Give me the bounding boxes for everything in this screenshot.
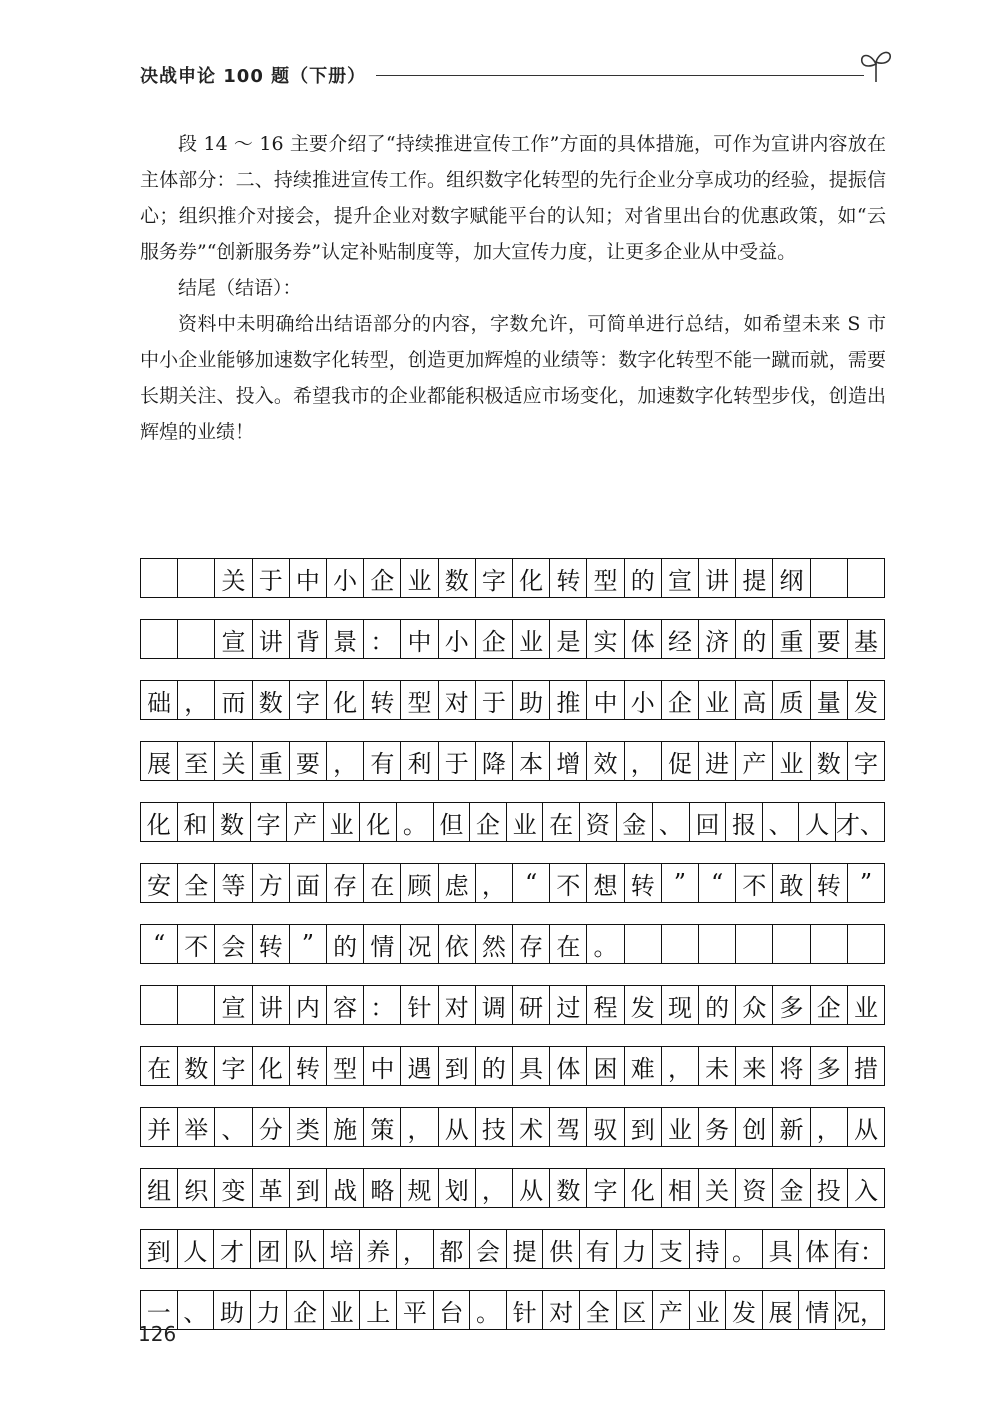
running-header [140, 58, 900, 88]
grid-cell: 调 [476, 986, 513, 1024]
grid-cell: 业 [324, 803, 361, 841]
grid-cell: 才、 [835, 810, 884, 839]
grid-cell: 安 [141, 864, 178, 902]
grid-row [140, 1107, 885, 1147]
grid-cell: 的 [327, 925, 364, 963]
grid-cell: 促 [662, 742, 699, 780]
grid-cell: ： [364, 986, 401, 1024]
grid-cell: 未 [699, 1047, 736, 1085]
grid-cell: 组 [141, 1169, 178, 1207]
grid-cell: 转 [364, 681, 401, 719]
grid-cell: 新 [773, 1108, 810, 1146]
grid-cell: 存 [327, 864, 364, 902]
grid-cell: 有： [835, 1237, 884, 1266]
grid-cell [773, 925, 810, 963]
grid-cell: 效 [587, 742, 624, 780]
grid-cell: 培 [324, 1230, 361, 1268]
grid-cell: 中 [290, 559, 327, 597]
grid-cell: 本 [513, 742, 550, 780]
grid-cell [178, 620, 215, 658]
grid-cell: 在 [364, 864, 401, 902]
grid-cell: 的 [699, 986, 736, 1024]
grid-cell: 关 [215, 559, 252, 597]
grid-cell: 人 [178, 1230, 215, 1268]
grid-cell: 、 [215, 1108, 252, 1146]
grid-cell: 有 [364, 742, 401, 780]
grid-cell: 困 [587, 1047, 624, 1085]
grid-cell: 在 [550, 925, 587, 963]
grid-cell: 全 [178, 864, 215, 902]
grid-cell: 小 [327, 559, 364, 597]
grid-cell: 化 [141, 803, 178, 841]
grid-cell: 难 [625, 1047, 662, 1085]
grid-cell: 会 [470, 1230, 507, 1268]
grid-cell: 字 [476, 559, 513, 597]
grid-cell: 业 [773, 742, 810, 780]
grid-cell: 程 [587, 986, 624, 1024]
grid-cell: 想 [587, 864, 624, 902]
grid-cell: 。 [397, 803, 434, 841]
grid-cell: 到 [141, 1230, 178, 1268]
grid-cell: 到 [439, 1047, 476, 1085]
grid-cell: 体 [625, 620, 662, 658]
grid-cell: 化 [253, 1047, 290, 1085]
grid-cell: 业 [690, 1291, 727, 1329]
grid-cell: 、 [178, 1291, 215, 1329]
grid-row [140, 863, 885, 903]
grid-cell: 具 [763, 1230, 800, 1268]
grid-cell: 但 [434, 803, 471, 841]
grid-cell: 背 [290, 620, 327, 658]
grid-cell: 对 [439, 986, 476, 1024]
grid-cell: 力 [251, 1291, 288, 1329]
grid-cell: 转 [811, 864, 848, 902]
grid-cell: 宣 [662, 559, 699, 597]
grid-cell: 高 [736, 681, 773, 719]
grid-cell: 台 [434, 1291, 471, 1329]
grid-cell [141, 620, 178, 658]
grid-cell: ， [625, 742, 662, 780]
grid-cell [178, 986, 215, 1024]
grid-cell: 全 [580, 1291, 617, 1329]
grid-cell: 养 [360, 1230, 397, 1268]
grid-cell: 来 [736, 1047, 773, 1085]
grid-cell: 术 [513, 1108, 550, 1146]
grid-cell: 中 [364, 1047, 401, 1085]
grid-cell: ” [859, 869, 873, 897]
grid-cell: 到 [290, 1169, 327, 1207]
grid-cell: 并 [141, 1108, 178, 1146]
grid-cell: ， [397, 1230, 434, 1268]
grid-cell: 推 [550, 681, 587, 719]
grid-cell: 会 [215, 925, 252, 963]
grid-cell: 型 [587, 559, 624, 597]
grid-cell: 化 [327, 681, 364, 719]
grid-cell: 利 [401, 742, 438, 780]
grid-cell: 方 [253, 864, 290, 902]
book-title: 决战申论 100 题（下册） [140, 66, 367, 87]
grid-cell [141, 559, 178, 597]
grid-cell [178, 559, 215, 597]
grid-cell: 划 [439, 1169, 476, 1207]
grid-row [140, 619, 885, 659]
grid-cell: 而 [215, 681, 252, 719]
paragraph: 资料中未明确给出结语部分的内容，字数允许，可简单进行总结，如希望未来 S 市中小企业能够加速数字化转型，创造更加辉煌的业绩等：数字化转型不能一蹴而就，需要长期关注、投入。希望我市的企业都能积极适应市场变化，加速数字化转型步伐，创造出辉煌的业绩！ [140, 313, 886, 443]
grid-cell: 宣 [215, 620, 252, 658]
grid-cell: 数 [811, 742, 848, 780]
sprout-icon [856, 44, 896, 84]
grid-cell: ， [662, 1047, 699, 1085]
grid-cell: 实 [587, 620, 624, 658]
grid-cell: 重 [253, 742, 290, 780]
grid-cell: 企 [662, 681, 699, 719]
grid-cell: 重 [773, 620, 810, 658]
grid-cell: 。 [726, 1230, 763, 1268]
grid-cell: 产 [653, 1291, 690, 1329]
grid-cell: 字 [587, 1169, 624, 1207]
grid-cell: 质 [773, 681, 810, 719]
grid-cell: 助 [214, 1291, 251, 1329]
grid-cell: 不 [736, 864, 773, 902]
grid-cell: 展 [763, 1291, 800, 1329]
grid-cell: 规 [401, 1169, 438, 1207]
grid-cell: 进 [699, 742, 736, 780]
grid-cell: 关 [699, 1169, 736, 1207]
body-text [140, 126, 886, 450]
grid-cell: 和 [178, 803, 215, 841]
grid-cell: 虑 [439, 864, 476, 902]
grid-cell: 的 [476, 1047, 513, 1085]
grid-cell: ， [401, 1108, 438, 1146]
grid-cell: 发 [726, 1291, 763, 1329]
grid-cell: 针 [401, 986, 438, 1024]
grid-cell [848, 925, 884, 963]
grid-cell: 一 [141, 1291, 178, 1329]
grid-cell: 众 [736, 986, 773, 1024]
grid-cell: ， [327, 742, 364, 780]
grid-cell: 数 [439, 559, 476, 597]
grid-cell: 业 [699, 681, 736, 719]
grid-cell: 资 [580, 803, 617, 841]
grid-cell: 提 [507, 1230, 544, 1268]
grid-cell: 要 [290, 742, 327, 780]
grid-cell [699, 925, 736, 963]
grid-cell: 投 [811, 1169, 848, 1207]
grid-cell: ， [178, 681, 215, 719]
grid-cell: 降 [476, 742, 513, 780]
grid-cell: 数 [178, 1047, 215, 1085]
grid-row [140, 924, 885, 964]
grid-cell: ， [476, 1169, 513, 1207]
answer-grid [140, 558, 885, 1351]
grid-cell: 从 [439, 1108, 476, 1146]
grid-cell: 增 [550, 742, 587, 780]
grid-cell: 措 [853, 1054, 878, 1083]
grid-cell: 多 [773, 986, 810, 1024]
grid-cell: 队 [287, 1230, 324, 1268]
grid-cell [141, 986, 178, 1024]
grid-cell: 础 [141, 681, 178, 719]
grid-cell: 产 [287, 803, 324, 841]
grid-cell: 助 [513, 681, 550, 719]
grid-cell: 企 [811, 986, 848, 1024]
grid-cell: 展 [141, 742, 178, 780]
grid-cell: 讲 [253, 986, 290, 1024]
grid-cell: 企 [476, 620, 513, 658]
grid-row [140, 1046, 885, 1086]
grid-cell: 提 [736, 559, 773, 597]
grid-cell: 发 [853, 688, 878, 717]
grid-cell: 业 [401, 559, 438, 597]
grid-cell: 上 [360, 1291, 397, 1329]
grid-cell: 字 [853, 749, 878, 778]
grid-cell [625, 925, 662, 963]
grid-cell: 企 [470, 803, 507, 841]
grid-cell: ， [476, 864, 513, 902]
grid-cell: 织 [178, 1169, 215, 1207]
grid-cell: 转 [290, 1047, 327, 1085]
grid-cell: 况 [401, 925, 438, 963]
grid-cell: 字 [290, 681, 327, 719]
grid-cell: 然 [476, 925, 513, 963]
grid-cell: 业 [513, 620, 550, 658]
grid-cell: 变 [215, 1169, 252, 1207]
grid-cell: 企 [364, 559, 401, 597]
grid-cell: “ [513, 864, 550, 902]
grid-cell: 策 [364, 1108, 401, 1146]
grid-cell: 才 [214, 1230, 251, 1268]
grid-cell: 数 [550, 1169, 587, 1207]
grid-cell: ” [662, 864, 699, 902]
grid-cell: 小 [625, 681, 662, 719]
grid-cell: 于 [253, 559, 290, 597]
grid-cell: 、 [763, 803, 800, 841]
grid-cell: 团 [251, 1230, 288, 1268]
grid-cell: 济 [699, 620, 736, 658]
grid-cell: 业 [853, 993, 878, 1022]
grid-cell: 相 [662, 1169, 699, 1207]
grid-cell: 字 [251, 803, 288, 841]
grid-cell: 的 [736, 620, 773, 658]
grid-cell: 业 [507, 803, 544, 841]
grid-cell [848, 559, 884, 597]
grid-cell: 顾 [401, 864, 438, 902]
grid-cell: 。 [470, 1291, 507, 1329]
grid-cell: 基 [853, 627, 878, 656]
grid-cell: 业 [324, 1291, 361, 1329]
grid-cell: 量 [811, 681, 848, 719]
grid-cell: 从 [513, 1169, 550, 1207]
grid-cell: 型 [327, 1047, 364, 1085]
grid-row [140, 985, 885, 1025]
grid-cell: 力 [617, 1230, 654, 1268]
grid-cell: 现 [662, 986, 699, 1024]
grid-cell: 字 [215, 1047, 252, 1085]
grid-cell: 要 [811, 620, 848, 658]
grid-cell: 在 [141, 1047, 178, 1085]
grid-cell: 化 [513, 559, 550, 597]
grid-cell: 体 [550, 1047, 587, 1085]
grid-cell: 型 [401, 681, 438, 719]
grid-cell: 中 [587, 681, 624, 719]
grid-cell: 转 [625, 864, 662, 902]
grid-cell: 施 [327, 1108, 364, 1146]
grid-cell: 金 [773, 1169, 810, 1207]
grid-cell: 具 [513, 1047, 550, 1085]
grid-cell: 依 [439, 925, 476, 963]
grid-cell: 中 [401, 620, 438, 658]
grid-cell: “ [141, 925, 178, 963]
grid-cell: 企 [287, 1291, 324, 1329]
grid-cell: 支 [653, 1230, 690, 1268]
grid-cell: 资 [736, 1169, 773, 1207]
grid-cell: 金 [617, 803, 654, 841]
grid-cell [811, 559, 848, 597]
grid-cell: 多 [811, 1047, 848, 1085]
grid-cell: 到 [625, 1108, 662, 1146]
grid-cell: 产 [736, 742, 773, 780]
grid-cell: 关 [215, 742, 252, 780]
grid-cell: 针 [507, 1291, 544, 1329]
grid-row [140, 741, 885, 781]
grid-cell: 平 [397, 1291, 434, 1329]
grid-cell: 景 [327, 620, 364, 658]
grid-cell: ” [290, 925, 327, 963]
grid-cell: 等 [215, 864, 252, 902]
grid-cell: 小 [439, 620, 476, 658]
grid-cell: 数 [214, 803, 251, 841]
grid-cell: “ [699, 864, 736, 902]
grid-cell: 将 [773, 1047, 810, 1085]
grid-cell: 技 [476, 1108, 513, 1146]
grid-cell: 至 [178, 742, 215, 780]
grid-cell: 况， [835, 1298, 884, 1327]
grid-cell: 在 [543, 803, 580, 841]
grid-cell: 研 [513, 986, 550, 1024]
grid-cell: 供 [543, 1230, 580, 1268]
grid-cell: 驭 [587, 1108, 624, 1146]
grid-cell: 革 [253, 1169, 290, 1207]
grid-cell: 于 [439, 742, 476, 780]
grid-cell: 从 [853, 1115, 878, 1144]
grid-cell: 有 [580, 1230, 617, 1268]
grid-cell: 对 [543, 1291, 580, 1329]
grid-cell: 入 [853, 1176, 878, 1205]
grid-cell: 举 [178, 1108, 215, 1146]
grid-cell: 不 [178, 925, 215, 963]
paragraph-heading: 结尾（结语）： [178, 277, 302, 299]
grid-cell: 化 [625, 1169, 662, 1207]
grid-cell: 。 [587, 925, 624, 963]
grid-cell: 创 [736, 1108, 773, 1146]
grid-cell: 情 [799, 1291, 836, 1329]
grid-cell: 讲 [253, 620, 290, 658]
paragraph: 段 14 ～ 16 主要介绍了“持续推进宣传工作”方面的具体措施，可作为宣讲内容放在主体部分：二、持续推进宣传工作。组织数字化转型的先行企业分享成功的经验，提振信心；组织推介对接会，提升企业对数字赋能平台的认知；对省里出台的优惠政策，如“云服务券”“创新服务券”认定补贴制度等，加大宣传力度，让更多企业从中受益。 [140, 133, 886, 263]
grid-cell: 的 [625, 559, 662, 597]
grid-row [140, 1229, 885, 1269]
grid-cell: 化 [360, 803, 397, 841]
page-number: 126 [138, 1322, 177, 1346]
grid-cell: 人 [799, 803, 836, 841]
grid-cell: 持 [690, 1230, 727, 1268]
grid-row [140, 802, 885, 842]
grid-cell: 容 [327, 986, 364, 1024]
grid-cell: 略 [364, 1169, 401, 1207]
header-rule [376, 75, 864, 76]
grid-cell: 面 [290, 864, 327, 902]
grid-cell: 业 [662, 1108, 699, 1146]
grid-cell: 遇 [401, 1047, 438, 1085]
grid-cell: ： [364, 620, 401, 658]
grid-cell: 讲 [699, 559, 736, 597]
grid-cell: 数 [253, 681, 290, 719]
grid-cell [811, 925, 848, 963]
grid-cell: 纲 [773, 559, 810, 597]
grid-cell: 、 [653, 803, 690, 841]
grid-cell: 经 [662, 620, 699, 658]
grid-cell: 区 [617, 1291, 654, 1329]
grid-cell: 是 [550, 620, 587, 658]
grid-cell: 分 [253, 1108, 290, 1146]
grid-cell: 对 [439, 681, 476, 719]
grid-cell: 不 [550, 864, 587, 902]
grid-cell: ， [811, 1108, 848, 1146]
grid-cell: 发 [625, 986, 662, 1024]
grid-cell: 存 [513, 925, 550, 963]
grid-cell: 都 [434, 1230, 471, 1268]
grid-cell: 类 [290, 1108, 327, 1146]
grid-cell: 回 [690, 803, 727, 841]
grid-cell [662, 925, 699, 963]
grid-cell: 转 [253, 925, 290, 963]
grid-row [140, 1290, 885, 1330]
grid-cell: 内 [290, 986, 327, 1024]
grid-cell [736, 925, 773, 963]
grid-cell: 转 [550, 559, 587, 597]
grid-cell: 情 [364, 925, 401, 963]
grid-row [140, 680, 885, 720]
grid-row [140, 558, 885, 598]
grid-cell: 驾 [550, 1108, 587, 1146]
grid-cell: 体 [799, 1230, 836, 1268]
grid-cell: 报 [726, 803, 763, 841]
grid-cell: 宣 [215, 986, 252, 1024]
grid-cell: 过 [550, 986, 587, 1024]
grid-cell: 战 [327, 1169, 364, 1207]
grid-cell: 敢 [773, 864, 810, 902]
grid-row [140, 1168, 885, 1208]
grid-cell: 于 [476, 681, 513, 719]
grid-cell: 务 [699, 1108, 736, 1146]
